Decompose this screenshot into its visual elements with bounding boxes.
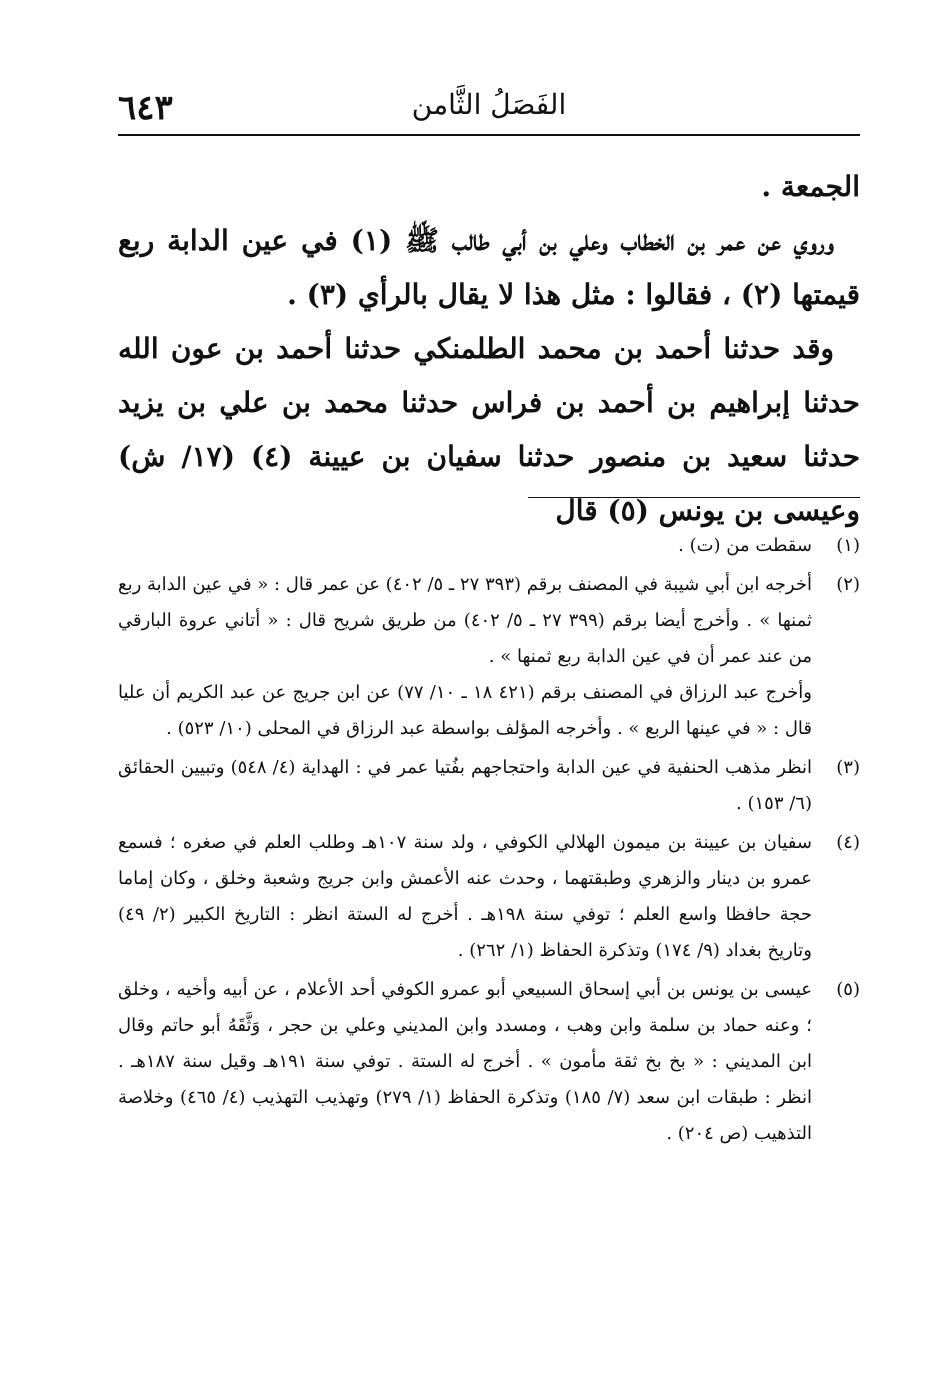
paragraph: الجمعة .: [761, 170, 860, 203]
footnote-text: [118, 750, 812, 822]
page-header: [118, 78, 860, 130]
footnote: [118, 972, 860, 1152]
header-divider: [118, 134, 860, 136]
footnote-number: (١): [836, 535, 860, 556]
paragraph: وروي عن عمر بن الخطاب وعلي بن أبي طالب ﷺ (١) في عين الدابة ربع قيمتها (٢) ، فقالوا : مثل هذا لا يقال بالرأي (٣) .: [118, 224, 860, 311]
footnote-paragraph: سقطت من (ت) .: [678, 535, 812, 556]
footnote-paragraph: وأخرج عبد الرزاق في المصنف برقم (٤٢١ ١٨ ـ ١٠/ ٧٧) عن ابن جريج عن عبد الكريم أن عليا قال : « في عينها الربع » . وأخرجه المؤلف بواسطة عبد الرزاق في المحلى (١٠/ ٥٢٣) .: [118, 682, 812, 739]
footnote-paragraph: أخرجه ابن أبي شيبة في المصنف برقم (٣٩٣ ٢٧ ـ ٥/ ٤٠٢) عن عمر قال : « في عين الدابة ربع ثمنها » . وأخرج أيضا برقم (٣٩٩ ٢٧ ـ ٥/ ٤٠٢) من طريق شريح قال : « أتاني عروة البارقي من عند عمر أن في عين الدابة ربع ثمنها » .: [118, 574, 813, 667]
chapter-title: الفَصَلُ الثَّامن: [411, 88, 567, 121]
footnote: [118, 825, 860, 969]
footnote: [118, 528, 860, 564]
footnote-text: [118, 528, 812, 564]
footnote-paragraph: انظر مذهب الحنفية في عين الدابة واحتجاجهم بفُتيا عمر في : الهداية (٤/ ٥٤٨) وتبيين الحقائق (٦/ ١٥٣) .: [118, 757, 812, 814]
footnote: [118, 567, 860, 747]
footnote-number: (٢): [836, 574, 860, 595]
footnote-paragraph: عيسى بن يونس بن أبي إسحاق السبيعي أبو عمرو الكوفي أحد الأعلام ، عن أبيه وأخيه ، وخلق ؛ وعنه حماد بن سلمة وابن وهب ، ومسدد وابن المديني وعلي بن حجر ، وَثَّقَهُ أبو حاتم وقال ابن المديني : « بخ بخ ثقة مأمون » . أخرج له الستة . توفي سنة ١٩١هـ وقيل سنة ١٨٧هـ . انظر : طبقات ابن سعد (٧/ ١٨٥) وتذكرة الحفاظ (١/ ٢٧٩) وتهذيب التهذيب (٤/ ٤٦٥) وخلاصة التذهيب (ص ٢٠٤) .: [118, 979, 812, 1144]
footnote-text: [118, 825, 812, 969]
footnote-divider: [528, 497, 860, 498]
footnote-number: (٥): [836, 979, 860, 1000]
footnotes: [118, 528, 860, 1155]
footnote-text: [118, 972, 812, 1152]
footnote: [118, 750, 860, 822]
footnote-paragraph: سفيان بن عيينة بن ميمون الهلالي الكوفي ، ولد سنة ١٠٧هـ وطلب العلم في صغره ؛ فسمع عمرو بن دينار والزهري وطبقتهما ، وحدث عنه الأعمش وابن جريج وشعبة وخلق ، وكان إماما حجة حافظا واسع العلم ؛ توفي سنة ١٩٨هـ . أخرج له الستة انظر : التاريخ الكبير (٢/ ٤٩) وتاريخ بغداد (٩/ ١٧٤) وتذكرة الحفاظ (١/ ٢٦٢) .: [118, 832, 812, 961]
page-number: ٦٤٣: [118, 88, 173, 128]
footnote-number: (٣): [836, 757, 860, 778]
footnote-number: (٤): [836, 832, 860, 853]
footnote-text: [118, 567, 812, 747]
paragraph: وقد حدثنا أحمد بن محمد الطلمنكي حدثنا أحمد بن عون الله حدثنا إبراهيم بن أحمد بن فراس حدثنا محمد بن علي بن يزيد حدثنا سعيد بن منصور حدثنا سفيان بن عيينة (٤) (١٧/ ش) وعيسى بن يونس (٥) قال: [118, 332, 861, 527]
main-text: [118, 160, 860, 538]
